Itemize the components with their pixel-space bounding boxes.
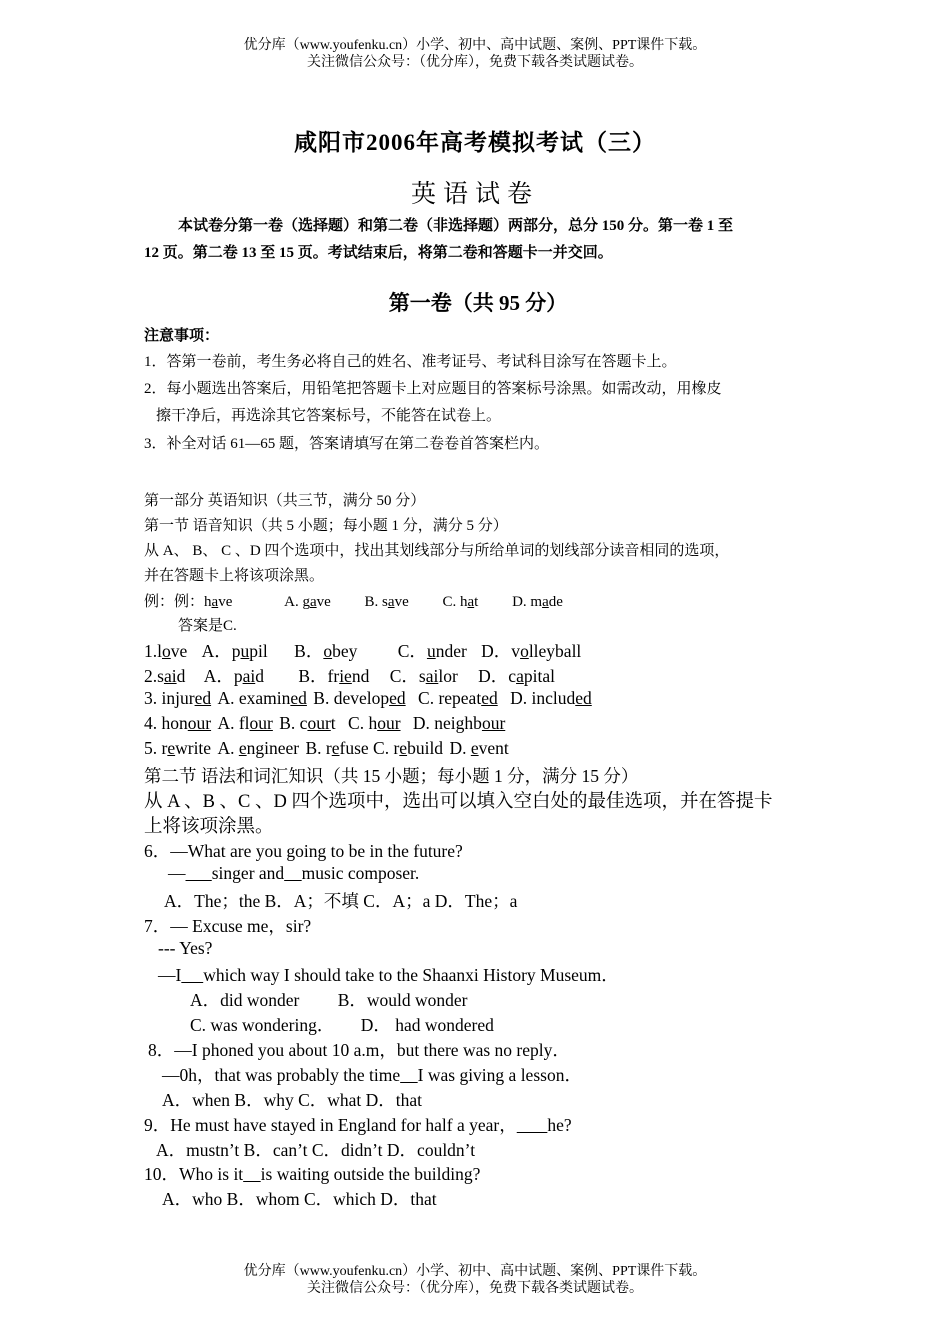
note-3: 3．补全对话 61—65 题，答案请填写在第二卷卷首答案栏内。 bbox=[144, 436, 550, 452]
section2-title: 第二节 语法和词汇知识（共 15 小题；每小题 1 分，满分 15 分） bbox=[144, 766, 639, 786]
blank bbox=[400, 1065, 418, 1085]
q10-stem: 10．Who is it is waiting outside the building? bbox=[144, 1164, 481, 1184]
option-b: B. refuse bbox=[305, 738, 369, 758]
option-b: B．would wonder bbox=[337, 990, 468, 1010]
blank bbox=[243, 1164, 261, 1184]
option-c: C. rebuild bbox=[373, 738, 444, 758]
note-1: 1．答第一卷前，考生务必将自己的姓名、准考证号、考试科目涂写在答题卡上。 bbox=[144, 354, 677, 370]
section2-instr-1: 从 A 、B 、C 、D 四个选项中，选出可以填入空白处的最佳选项，并在答提卡 bbox=[144, 792, 773, 812]
blank bbox=[186, 863, 212, 883]
page-footer bbox=[0, 1263, 950, 1297]
q9-stem: 9．He must have stayed in England for half a year， he? bbox=[144, 1115, 572, 1135]
blank bbox=[181, 965, 203, 985]
q10-options: A．who B．whom C．which D．that bbox=[162, 1189, 437, 1209]
option-c: C. repeated bbox=[418, 688, 498, 708]
example-row bbox=[144, 590, 563, 611]
option-a: A．paid bbox=[203, 666, 264, 686]
option-c: C. was wondering． bbox=[190, 1015, 335, 1035]
option-a: A. flour bbox=[217, 713, 273, 733]
example-word: have bbox=[204, 594, 233, 610]
q9-options: A．mustn’t B．can’t C．didn’t D．couldn’t bbox=[156, 1140, 476, 1160]
option-b: B．obey bbox=[294, 641, 358, 661]
example-label: 例：例： bbox=[144, 594, 205, 610]
option-d: D. neighbour bbox=[412, 713, 506, 733]
footer-line-2: 关注微信公众号：（优分库），免费下载各类试题试卷。 bbox=[307, 1281, 643, 1296]
q8-stem: 8．—I phoned you about 10 a.m，but there was no reply． bbox=[148, 1040, 570, 1060]
phonetic-question-1 bbox=[144, 638, 581, 663]
q7-line2: --- Yes? bbox=[158, 938, 213, 958]
option-a: A. examined bbox=[217, 688, 307, 708]
exam-title: 咸阳市2006年高考模拟考试（三） bbox=[294, 130, 656, 155]
q7-line3: —I which way I should take to the Shaanxi History Museum． bbox=[158, 965, 619, 985]
page-header bbox=[0, 37, 950, 71]
option-b: B. developed bbox=[313, 688, 406, 708]
option-d: D． had wondered bbox=[360, 1015, 494, 1035]
notes-heading: 注意事项： bbox=[144, 328, 220, 344]
example-option-b: B. save bbox=[364, 594, 409, 610]
section2-instr-2: 上将该项涂黑。 bbox=[144, 817, 274, 837]
q6-options: A．The；the B．A；不填 C．A；a D．The；a bbox=[164, 891, 518, 911]
option-b: B．friend bbox=[298, 666, 370, 686]
q7-options-row2 bbox=[190, 1012, 494, 1037]
q7-stem: 7．— Excuse me，sir? bbox=[144, 916, 312, 936]
option-a: A．did wonder bbox=[190, 990, 300, 1010]
section1-sub1: 第一节 语音知识（共 5 小题；每小题 1 分，满分 5 分） bbox=[144, 518, 508, 534]
note-2b: 擦干净后，再选涂其它答案标号，不能答在试卷上。 bbox=[156, 408, 502, 424]
section1-title: 第一部分 英语知识（共三节，满分 50 分） bbox=[144, 493, 426, 509]
example-option-a: A. gave bbox=[284, 594, 331, 610]
section1-instr-1: 从 A、 B、 C 、D 四个选项中，找出其划线部分与所给单词的划线部分读音相同的选项， bbox=[144, 543, 730, 559]
q8-line2: —0h，that was probably the time I was giving a lesson． bbox=[162, 1065, 582, 1085]
part-heading: 第一卷（共 95 分） bbox=[388, 291, 568, 315]
phonetic-question-5 bbox=[144, 738, 509, 759]
question-word: 2.said bbox=[144, 666, 186, 686]
question-word: 4. honour bbox=[144, 713, 212, 733]
header-line-1: 优分库（www.youfenku.cn）小学、初中、高中试题、案例、PPT课件下载。 bbox=[243, 38, 707, 53]
question-word: 3. injured bbox=[144, 688, 212, 708]
note-2a: 2．每小题选出答案后，用铅笔把答题卡上对应题目的答案标号涂黑。如需改动，用橡皮 bbox=[144, 381, 722, 397]
phonetic-question-4 bbox=[144, 713, 505, 734]
blank bbox=[517, 1115, 548, 1135]
option-c: C. hour bbox=[348, 713, 401, 733]
example-answer: 答案是C. bbox=[178, 618, 237, 634]
question-word: 5. rewrite bbox=[144, 738, 212, 758]
header-line-2: 关注微信公众号：（优分库），免费下载各类试题试卷。 bbox=[307, 55, 643, 70]
section1-instr-2: 并在答题卡上将该项涂黑。 bbox=[144, 568, 325, 584]
phonetic-question-2 bbox=[144, 663, 555, 688]
intro-line-1: 本试卷分第一卷（选择题）和第二卷（非选择题）两部分，总分 150 分。第一卷 1 至 bbox=[178, 218, 734, 234]
blank bbox=[284, 863, 302, 883]
option-d: D. event bbox=[449, 738, 509, 758]
intro-line-2: 12 页。第二卷 13 至 15 页。考试结束后，将第二卷和答题卡一并交回。 bbox=[144, 245, 613, 261]
option-c: C．sailor bbox=[389, 666, 458, 686]
option-d: D. included bbox=[510, 688, 592, 708]
q7-options-row1 bbox=[190, 987, 468, 1012]
example-option-c: C. hat bbox=[442, 594, 479, 610]
footer-line-1: 优分库（www.youfenku.cn）小学、初中、高中试题、案例、PPT课件下载。 bbox=[243, 1264, 707, 1279]
exam-subtitle: 英语试卷 bbox=[410, 181, 539, 208]
q8-options: A．when B．why C．what D．that bbox=[162, 1090, 423, 1110]
example-option-d: D. made bbox=[512, 594, 563, 610]
q6-stem: 6．—What are you going to be in the future? bbox=[144, 841, 463, 861]
question-word: 1.love bbox=[144, 641, 188, 661]
q6-line2: — singer and music composer. bbox=[168, 863, 420, 883]
option-d: D．volleyball bbox=[481, 641, 582, 661]
option-d: D．capital bbox=[478, 666, 555, 686]
phonetic-question-3 bbox=[144, 688, 592, 709]
option-a: A．pupil bbox=[201, 641, 268, 661]
option-a: A. engineer bbox=[217, 738, 300, 758]
option-b: B. court bbox=[279, 713, 336, 733]
option-c: C．under bbox=[397, 641, 467, 661]
